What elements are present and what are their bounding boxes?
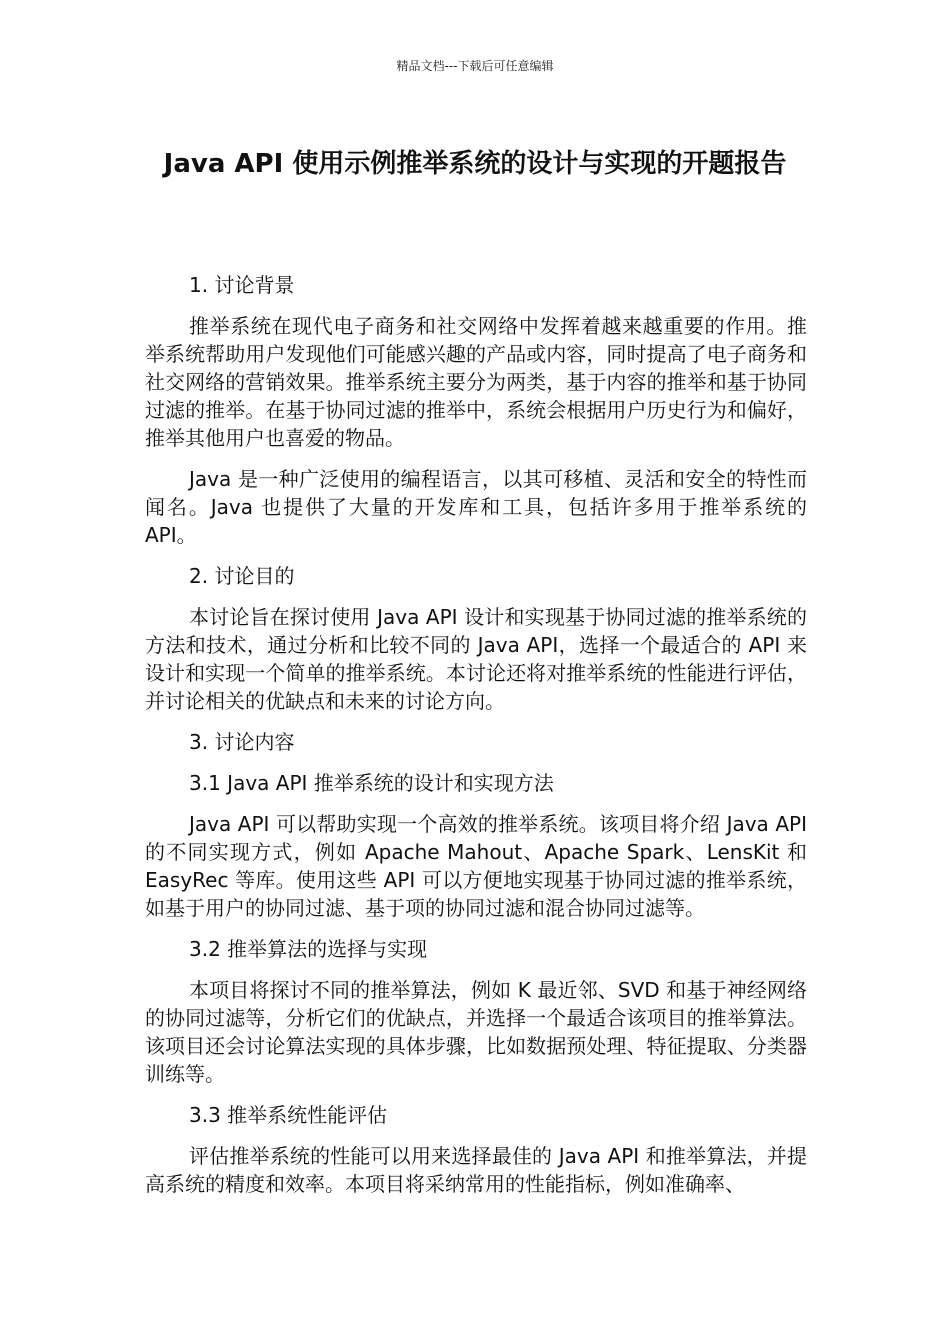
paragraph-3-2: 本项目将探讨不同的推举算法，例如 K 最近邻、SVD 和基于神经网络的协同过滤等，分析它们的优缺点，并选择一个最适合该项目的推举算法。该项目还会讨论算法实现的具体步骤，比如数据预处理、特征提取、分类器训练等。 (145, 978, 807, 1086)
paragraph-background-1: 推举系统在现代电子商务和社交网络中发挥着越来越重要的作用。推举系统帮助用户发现他们可能感兴趣的产品或内容，同时提高了电子商务和社交网络的营销效果。推举系统主要分为两类，基于内容的推举和基于协同过滤的推举。在基于协同过滤的推举中，系统会根据用户历史行为和偏好，推举其他用户也喜爱的物品。 (145, 314, 807, 450)
document-title: Java API 使用示例推举系统的设计与实现的开题报告 (163, 149, 787, 179)
paragraph-3-3: 评估推举系统的性能可以用来选择最佳的 Java API 和推举算法，并提高系统的精度和效率。本项目将采纳常用的性能指标，例如准确率、 (145, 1144, 807, 1196)
section-heading-purpose: 2. 讨论目的 (189, 564, 295, 588)
subsection-heading-3-2: 3.2 推举算法的选择与实现 (189, 937, 428, 961)
section-heading-content: 3. 讨论内容 (189, 730, 295, 754)
paragraph-background-2: Java 是一种广泛使用的编程语言，以其可移植、灵活和安全的特性而闻名。Java 也提供了大量的开发库和工具，包括许多用于推举系统的 API。 (145, 467, 807, 547)
paragraph-3-1: Java API 可以帮助实现一个高效的推举系统。该项目将介绍 Java API 的不同实现方式，例如 Apache Mahout、Apache Spark、LensKit 和 EasyRec 等库。使用这些 API 可以方便地实现基于协同过滤的推举系统，如基于用户的协同过滤、基于项的协同过滤和混合协同过滤等。 (145, 812, 807, 920)
subsection-heading-3-1: 3.1 Java API 推举系统的设计和实现方法 (189, 771, 554, 795)
subsection-heading-3-3: 3.3 推举系统性能评估 (189, 1103, 388, 1127)
paragraph-purpose: 本讨论旨在探讨使用 Java API 设计和实现基于协同过滤的推举系统的方法和技术，通过分析和比较不同的 Java API，选择一个最适合的 API 来设计和实现一个简单的推举系统。本讨论还将对推举系统的性能进行评估，并讨论相关的优缺点和未来的讨论方向。 (145, 605, 807, 713)
section-heading-background: 1. 讨论背景 (189, 273, 295, 297)
document-body (145, 271, 807, 1211)
header-note: 精品文档---下载后可任意编辑 (396, 59, 554, 73)
